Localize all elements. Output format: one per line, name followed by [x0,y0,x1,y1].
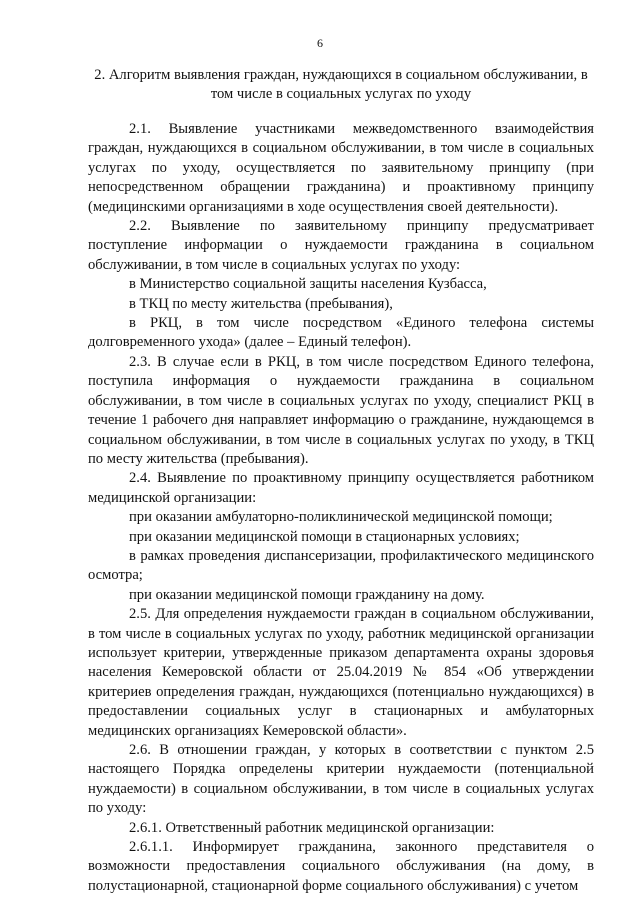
paragraph-2-3: 2.3. В случае если в РКЦ, в том числе посредством Единого телефона, поступила информация о нуждаемости гражданина в социальном обслуживании, в том числе в социальных услугах по уходу, специалист РКЦ в течение 1 рабочего дня направляет информацию о гражданине, нуждающемся в социальном обслуживании, в том числе в социальных услугах по уходу, в ТКЦ по месту жительства (пребывания). [88,353,594,467]
paragraph-2-6: 2.6. В отношении граждан, у которых в соответствии с пунктом 2.5 настоящего Порядка определены критерии нуждаемости (потенциальной нуждаемости) в социальном обслуживании, в том числе в социальных услугах по уходу: [88,742,594,817]
list-item: при оказании амбулаторно-поликлинической медицинской помощи; [129,509,553,526]
paragraph-2-2: 2.2. Выявление по заявительному принципу предусматривает поступление информации о нуждаемости гражданина в социальном обслуживании, в том числе в социальных услугах по уходу: [88,218,594,273]
document-body [88,120,594,896]
paragraph-2-6-1: 2.6.1. Ответственный работник медицинской организации: [129,819,495,836]
paragraph-2-5: 2.5. Для определения нуждаемости граждан в социальном обслуживании, в том числе в социальных услугах по уходу, работник медицинской организации использует критерии, утвержденные приказом департамента охраны здоровья населения Кемеровской области от 25.04.2019 № 854 «Об утверждении критериев определения граждан, нуждающихся (потенциально нуждающихся) в предоставлении социальных услуг в стационарных и амбулаторных медицинских организациях Кемеровской области». [88,606,594,739]
page-number: 6 [317,36,323,50]
list-item: в РКЦ, в том числе посредством «Единого телефона системы долговременного ухода» (далее – Единый телефон). [88,315,594,351]
list-item: в рамках проведения диспансеризации, профилактического медицинского осмотра; [88,547,594,584]
paragraph-2-6-1-1: 2.6.1.1. Информирует гражданина, законного представителя о возможности предоставления социального обслуживания (на дому, в полустационарной, стационарной форме социального обслуживания) с учетом [88,839,594,894]
list-item: при оказании медицинской помощи в стационарных условиях; [129,528,520,545]
list-item: в ТКЦ по месту жительства (пребывания), [129,295,393,312]
paragraph-2-1: 2.1. Выявление участниками межведомственного взаимодействия граждан, нуждающихся в социальном обслуживании, в том числе в социальных услугах по уходу, осуществляется по заявительному принципу (при непосредственном обращении гражданина) и проактивному принципу (медицинскими организациями в ходе осуществления своей деятельности). [88,121,594,215]
list-item: при оказании медицинской помощи гражданину на дому. [129,586,485,603]
section-heading: 2. Алгоритм выявления граждан, нуждающихся в социальном обслуживании, в том числе в социальных услугах по уходу [94,67,588,102]
paragraph-2-4: 2.4. Выявление по проактивному принципу осуществляется работником медицинской организации: [88,470,594,506]
list-item: в Министерство социальной защиты населения Кузбасса, [129,276,487,293]
